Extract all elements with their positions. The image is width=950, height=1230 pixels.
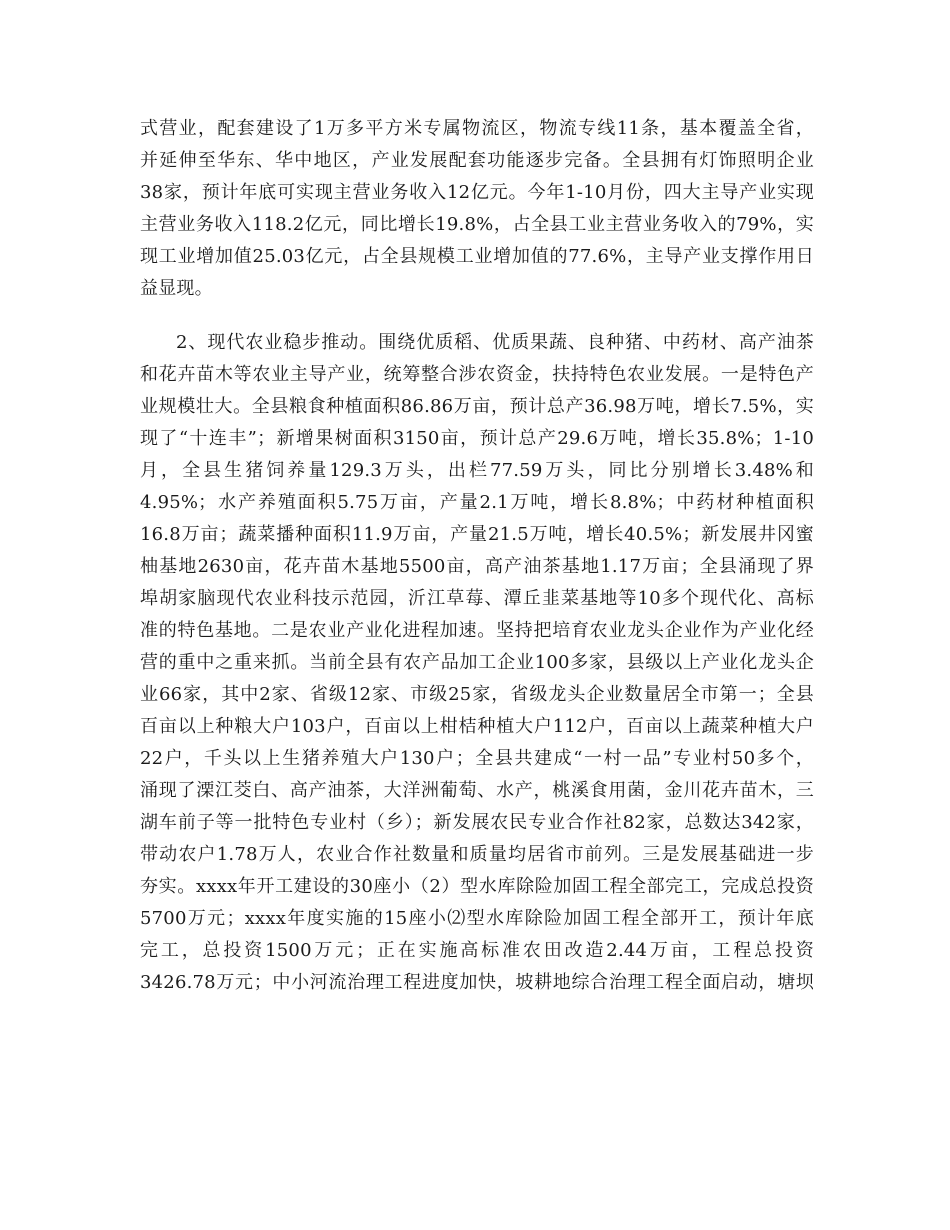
paragraph-line: 柚基地2630亩，花卉苗木基地5500亩，高产油茶基地1.17万亩；全县涌现了界 [140, 556, 814, 577]
paragraph-line: 16.8万亩；蔬菜播种面积11.9万亩，产量21.5万吨，增长40.5%；新发展井冈蜜 [140, 524, 814, 545]
paragraph-line: 益显现。 [140, 278, 213, 299]
paragraph-line: 并延伸至华东、华中地区，产业发展配套功能逐步完备。全县拥有灯饰照明企业 [140, 150, 814, 171]
paragraph-line: 38家，预计年底可实现主营业务收入12亿元。今年1-10月份，四大主导产业实现 [140, 182, 814, 203]
paragraph-line: 2、现代农业稳步推动。围绕优质稻、优质果蔬、良种猪、中药材、高产油茶 [176, 332, 814, 353]
paragraph-line: 3426.78万元；中小河流治理工程进度加快，坡耕地综合治理工程全面启动，塘坝 [140, 972, 814, 993]
paragraph-line: 式营业，配套建设了1万多平方米专属物流区，物流专线11条，基本覆盖全省， [140, 118, 814, 139]
paragraph-line: 准的特色基地。二是农业产业化进程加速。坚持把培育农业龙头企业作为产业化经 [140, 620, 814, 641]
paragraph-line: 涌现了溧江茭白、高产油茶，大洋洲葡萄、水产，桃溪食用菌，金川花卉苗木，三 [140, 780, 814, 801]
paragraph-line: 业规模壮大。全县粮食种植面积86.86万亩，预计总产36.98万吨，增长7.5%，实 [140, 396, 814, 417]
paragraph-line: 现了“十连丰”；新增果树面积3150亩，预计总产29.6万吨，增长35.8%；1-10 [140, 428, 814, 449]
paragraph-line: 现工业增加值25.03亿元，占全县规模工业增加值的77.6%，主导产业支撑作用日 [140, 246, 814, 267]
paragraph-line: 主营业务收入118.2亿元，同比增长19.8%，占全县工业主营业务收入的79%，实 [140, 214, 814, 235]
paragraph-line: 夯实。xxxx年开工建设的30座小（2）型水库除险加固工程全部完工，完成总投资 [140, 876, 814, 897]
paragraph-line: 和花卉苗木等农业主导产业，统筹整合涉农资金，扶持特色农业发展。一是特色产 [140, 364, 814, 385]
paragraph-line: 5700万元；xxxx年度实施的15座小⑵型水库除险加固工程全部开工，预计年底 [140, 908, 814, 929]
paragraph-line: 百亩以上种粮大户103户，百亩以上柑桔种植大户112户，百亩以上蔬菜种植大户 [140, 716, 814, 737]
paragraph-line: 营的重中之重来抓。当前全县有农产品加工企业100多家，县级以上产业化龙头企 [140, 652, 814, 673]
paragraph-line: 月，全县生猪饲养量129.3万头，出栏77.59万头，同比分别增长3.48%和 [140, 460, 814, 481]
paragraph-line: 4.95%；水产养殖面积5.75万亩，产量2.1万吨，增长8.8%；中药材种植面积 [140, 492, 814, 513]
paragraph-line: 完工，总投资1500万元；正在实施高标准农田改造2.44万亩，工程总投资 [140, 940, 814, 961]
paragraph-line: 带动农户1.78万人，农业合作社数量和质量均居省市前列。三是发展基础进一步 [140, 844, 814, 865]
paragraph-line: 埠胡家脑现代农业科技示范园，沂江草莓、潭丘韭菜基地等10多个现代化、高标 [140, 588, 814, 609]
paragraph-line: 业66家，其中2家、省级12家、市级25家，省级龙头企业数量居全市第一；全县 [140, 684, 814, 705]
paragraph-line: 22户，千头以上生猪养殖大户130户；全县共建成“一村一品”专业村50多个， [140, 748, 814, 769]
paragraph-line: 湖车前子等一批特色专业村（乡）；新发展农民专业合作社82家，总数达342家， [140, 812, 814, 833]
